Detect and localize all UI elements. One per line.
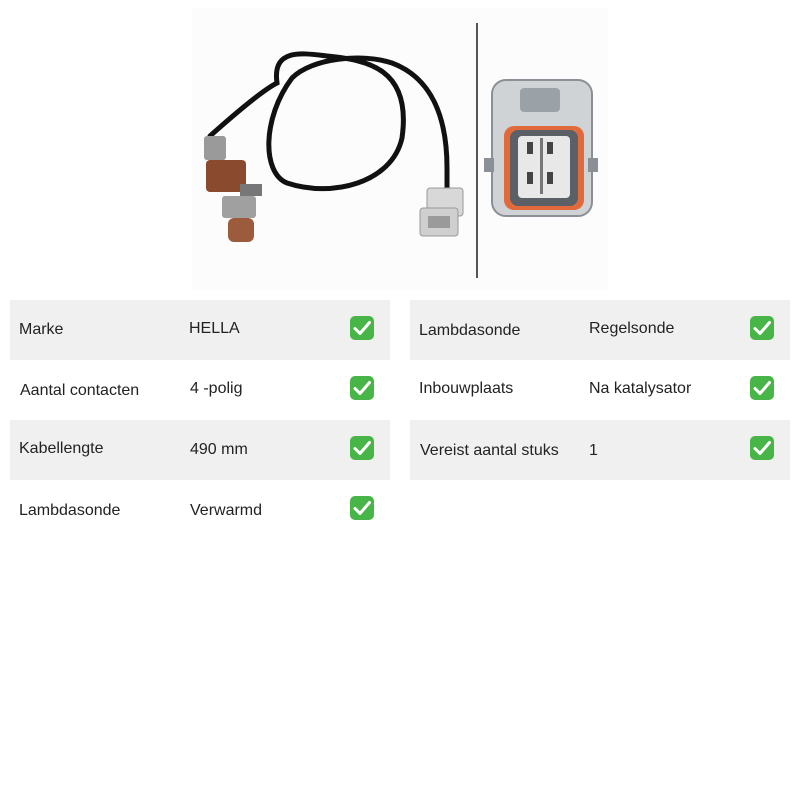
spec-row-aantal-contacten — [10, 360, 390, 420]
spec-value: 490 mm — [190, 441, 248, 458]
check-mark-icon — [350, 316, 374, 340]
spec-row-lambdasonde-type — [410, 300, 790, 360]
image-divider — [476, 23, 478, 278]
spec-label: Aantal contacten — [20, 382, 140, 399]
spec-value: HELLA — [189, 320, 240, 337]
spec-label: Marke — [19, 321, 64, 338]
spec-row-marke — [10, 300, 390, 360]
spec-value: 1 — [589, 442, 598, 459]
check-mark-icon — [750, 376, 774, 400]
spec-label: Lambdasonde — [19, 502, 121, 519]
spec-value: Regelsonde — [589, 320, 675, 337]
spec-label: Lambdasonde — [419, 322, 521, 339]
spec-row-kabellengte — [10, 420, 390, 480]
product-image — [192, 8, 608, 290]
check-mark-icon — [350, 436, 374, 460]
check-mark-icon — [750, 316, 774, 340]
spec-value: Verwarmd — [190, 502, 263, 519]
spec-label: Kabellengte — [19, 440, 104, 457]
oxygen-sensor-illustration — [192, 8, 608, 290]
small-connector — [420, 188, 463, 236]
spec-table-left — [10, 300, 390, 540]
check-mark-icon — [350, 376, 374, 400]
check-mark-icon — [350, 496, 374, 520]
sensor-body — [204, 136, 262, 242]
spec-label: Inbouwplaats — [419, 380, 514, 397]
large-connector — [484, 80, 598, 216]
spec-row-inbouwplaats — [410, 360, 790, 420]
spec-table-right — [410, 300, 790, 480]
spec-row-lambdasonde — [10, 480, 390, 540]
spec-label: Vereist aantal stuks — [420, 442, 559, 459]
check-mark-icon — [750, 436, 774, 460]
spec-value: 4 -polig — [190, 380, 243, 397]
spec-row-vereist-aantal-stuks — [410, 420, 790, 480]
spec-value: Na katalysator — [589, 380, 692, 397]
